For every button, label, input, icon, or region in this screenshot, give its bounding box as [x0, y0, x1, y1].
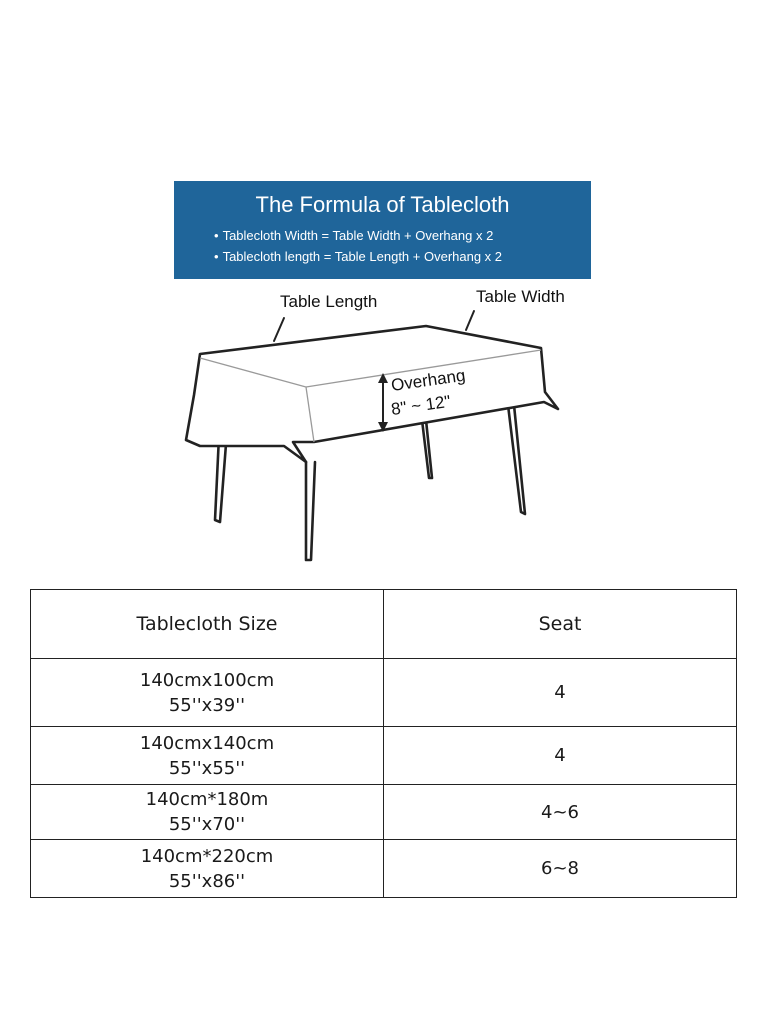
size-imperial: 55''x55'' — [168, 757, 246, 779]
table-leg — [508, 405, 525, 514]
table-header-row — [31, 590, 737, 659]
table-illustration — [0, 280, 768, 570]
seat-cell: 4 — [384, 659, 737, 727]
size-imperial: 55''x70'' — [168, 814, 246, 835]
table-length-pointer — [274, 318, 284, 341]
size-metric: 140cm*220cm — [140, 845, 274, 867]
table-leg — [306, 462, 315, 560]
header-tablecloth-size: Tablecloth Size — [31, 590, 384, 659]
table-width-label: Table Width — [476, 287, 565, 306]
seat-cell: 6~8 — [384, 840, 737, 898]
seat-cell: 4~6 — [384, 785, 737, 840]
table-row — [31, 840, 737, 898]
formula-width-text: Tablecloth Width = Table Width + Overhang x 2 — [222, 228, 494, 243]
header-seat: Seat — [384, 590, 737, 659]
overhang-value: 8" ~ 12" — [389, 391, 452, 419]
table-row — [31, 785, 737, 840]
size-metric: 140cmx140cm — [139, 732, 275, 754]
table-diagram — [0, 280, 768, 570]
formula-list — [214, 225, 502, 267]
formula-banner — [174, 181, 591, 279]
bullet-icon: • — [214, 249, 219, 264]
size-cell — [31, 840, 384, 898]
table-row — [31, 727, 737, 785]
tablecloth-outline — [186, 326, 558, 462]
table-leg — [422, 420, 432, 478]
formula-length-text: Tablecloth length = Table Length + Overhang x 2 — [222, 249, 503, 264]
size-metric: 140cmx100cm — [139, 669, 275, 691]
size-table — [30, 589, 737, 898]
formula-title: The Formula of Tablecloth — [255, 192, 510, 217]
size-cell — [31, 659, 384, 727]
table-width-pointer — [466, 311, 474, 330]
table-length-label: Table Length — [280, 292, 378, 311]
bullet-icon: • — [214, 228, 219, 243]
size-imperial: 55''x86'' — [168, 870, 246, 892]
size-cell — [31, 727, 384, 785]
formula-width-item — [214, 225, 502, 246]
table-row — [31, 659, 737, 727]
overhang-label: Overhang — [389, 365, 467, 395]
formula-length-item — [214, 246, 502, 267]
seat-cell: 4 — [384, 727, 737, 785]
size-cell — [31, 785, 384, 840]
size-metric: 140cm*180m — [145, 789, 269, 810]
size-imperial: 55''x39'' — [168, 694, 246, 716]
